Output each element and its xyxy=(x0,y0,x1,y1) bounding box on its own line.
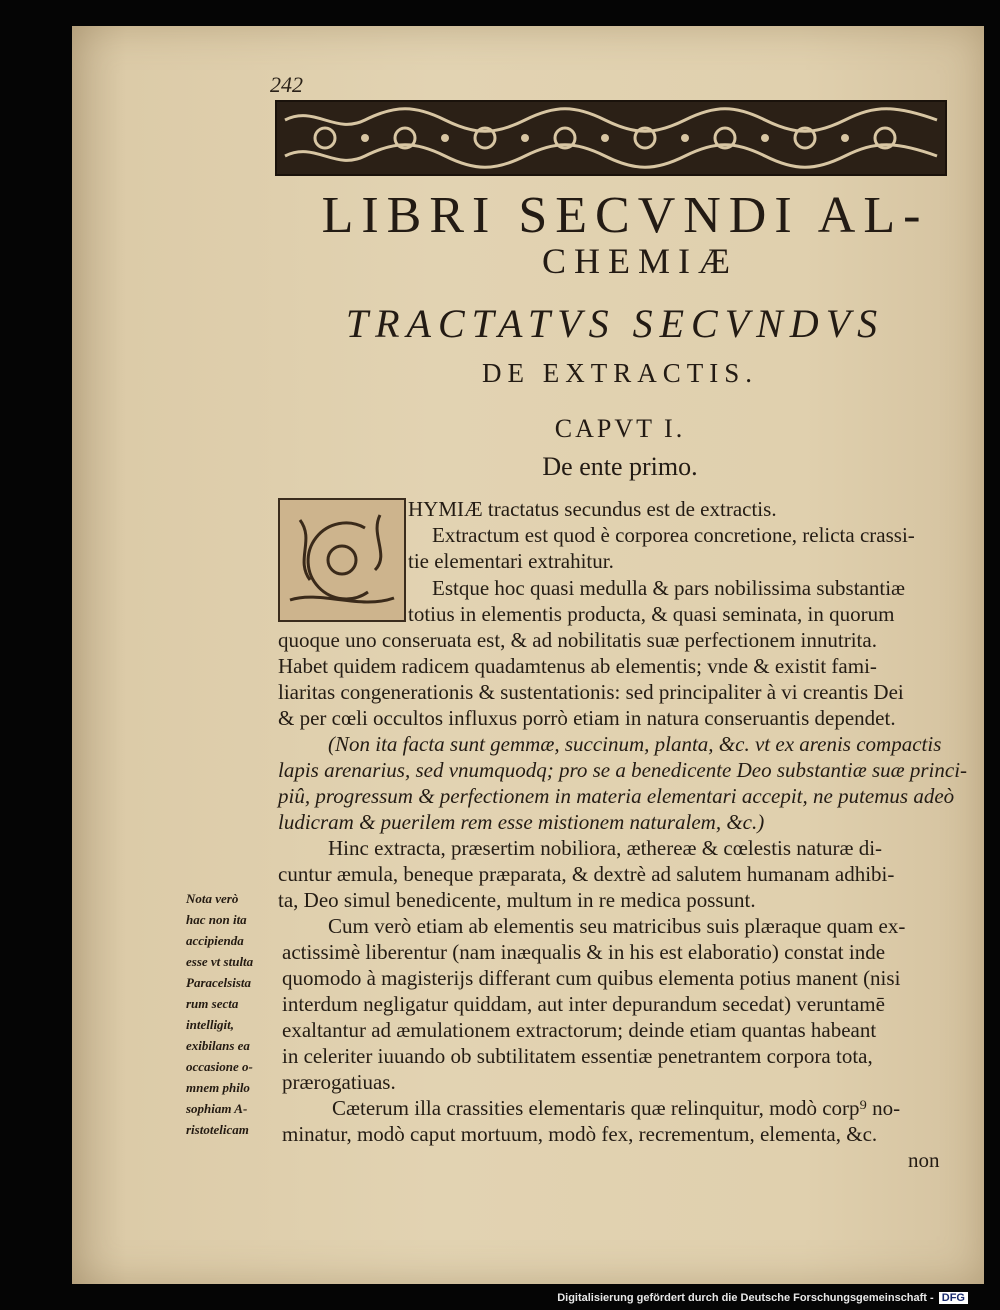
text-line: lapis arenarius, sed vnumquodq; pro se a benedicente Deo substantiæ suæ princi- xyxy=(278,758,968,782)
margin-note-line: ristotelicam xyxy=(186,1122,249,1137)
tractatus-heading: TRACTATVS SECVNDVS xyxy=(345,301,885,346)
book-heading: LIBRI SECVNDI AL- xyxy=(321,187,929,244)
margin-note-line: esse vt stulta xyxy=(186,954,254,969)
text-line: cuntur æmula, beneque præparata, & dextrè ad salutem humanam adhibi- xyxy=(278,862,895,886)
chapter-heading: CAPVT I. xyxy=(554,414,686,443)
catchword: non xyxy=(908,1148,940,1172)
ornamental-headpiece xyxy=(275,100,947,176)
decorated-initial-c xyxy=(278,498,406,622)
dfg-logo: DFG xyxy=(939,1292,968,1304)
margin-note-line: hac non ita xyxy=(186,912,247,927)
section-heading: DE EXTRACTIS. xyxy=(482,358,758,388)
text-line: exaltantur ad æmulationem extractorum; deinde etiam quantas habeant xyxy=(282,1018,877,1042)
page-number: 242 xyxy=(270,72,303,97)
text-line: HYMIÆ tractatus secundus est de extractis. xyxy=(408,497,777,521)
text-line: Cum verò etiam ab elementis seu matricibus suis plæraque quam ex- xyxy=(328,914,906,938)
text-line: minatur, modò caput mortuum, modò fex, recrementum, elementa, &c. xyxy=(282,1122,878,1146)
text-line: interdum negligatur quiddam, aut inter depurandum secedat) veruntamē xyxy=(282,992,885,1016)
margin-note-line: mnem philo xyxy=(186,1080,250,1095)
chapter-subtitle: De ente primo. xyxy=(542,452,698,481)
margin-note-line: accipienda xyxy=(186,933,244,948)
text-line: actissimè liberentur (nam inæqualis & in his est elaboratio) constat inde xyxy=(282,940,886,964)
text-line: (Non ita facta sunt gemmæ, succinum, planta, &c. vt ex arenis compactis xyxy=(328,732,942,756)
text-line: Hinc extracta, præsertim nobiliora, æthereæ & cœlestis naturæ di- xyxy=(328,836,883,860)
text-line: Extractum est quod è corporea concretione, relicta crassi- xyxy=(432,523,915,547)
text-line: prærogatiuas. xyxy=(282,1070,396,1094)
text-line: & per cœli occultos influxus porrò etiam in natura conseruantis dependet. xyxy=(278,706,896,730)
text-line: quomodo à magisterijs differant cum quibus elementa potius manent (nisi xyxy=(282,966,901,990)
text-line: quoque uno conseruata est, & ad nobilitatis suæ perfectionem innutrita. xyxy=(278,628,877,652)
text-line: ta, Deo simul benedicente, multum in re medica possunt. xyxy=(278,888,756,912)
text-line: tie elementari extrahitur. xyxy=(408,549,614,573)
margin-note-line: Paracelsista xyxy=(186,975,251,990)
margin-note-line: intelligit, xyxy=(186,1017,235,1032)
margin-note-line: rum secta xyxy=(186,996,239,1011)
book-heading-cont: CHEMIÆ xyxy=(541,241,738,281)
text-line: Habet quidem radicem quadamtenus ab elementis; vnde & existit fami- xyxy=(278,654,877,678)
text-line: Estque hoc quasi medulla & pars nobilissima substantiæ xyxy=(432,576,906,600)
margin-note-line: sophiam A- xyxy=(186,1101,248,1116)
text-line: piû, progressum & perfectionem in materia elementari accepit, ne putemus adeò xyxy=(278,784,955,808)
margin-note-line: Nota verò xyxy=(186,891,239,906)
text-line: liaritas congenerationis & sustentationis: sed principaliter à vi creantis Dei xyxy=(278,680,904,704)
margin-note-line: occasione o- xyxy=(186,1059,253,1074)
margin-note-line: exibilans ea xyxy=(186,1038,250,1053)
margin-note xyxy=(186,888,282,1140)
text-line: Cæterum illa crassities elementaris quæ relinquitur, modò corp⁹ no- xyxy=(332,1096,901,1120)
text-line: in celeriter iuuando ob subtilitatem essentiæ penetrantem corpora tota, xyxy=(282,1044,873,1068)
footer-text: Digitalisierung gefördert durch die Deutsche Forschungsgemeinschaft - xyxy=(557,1292,934,1304)
text-line: totius in elementis producta, & quasi seminata, in quorum xyxy=(408,602,895,626)
text-line: ludicram & puerilem rem esse mistionem naturalem, &c.) xyxy=(278,810,765,834)
digitization-footer xyxy=(557,1292,968,1304)
